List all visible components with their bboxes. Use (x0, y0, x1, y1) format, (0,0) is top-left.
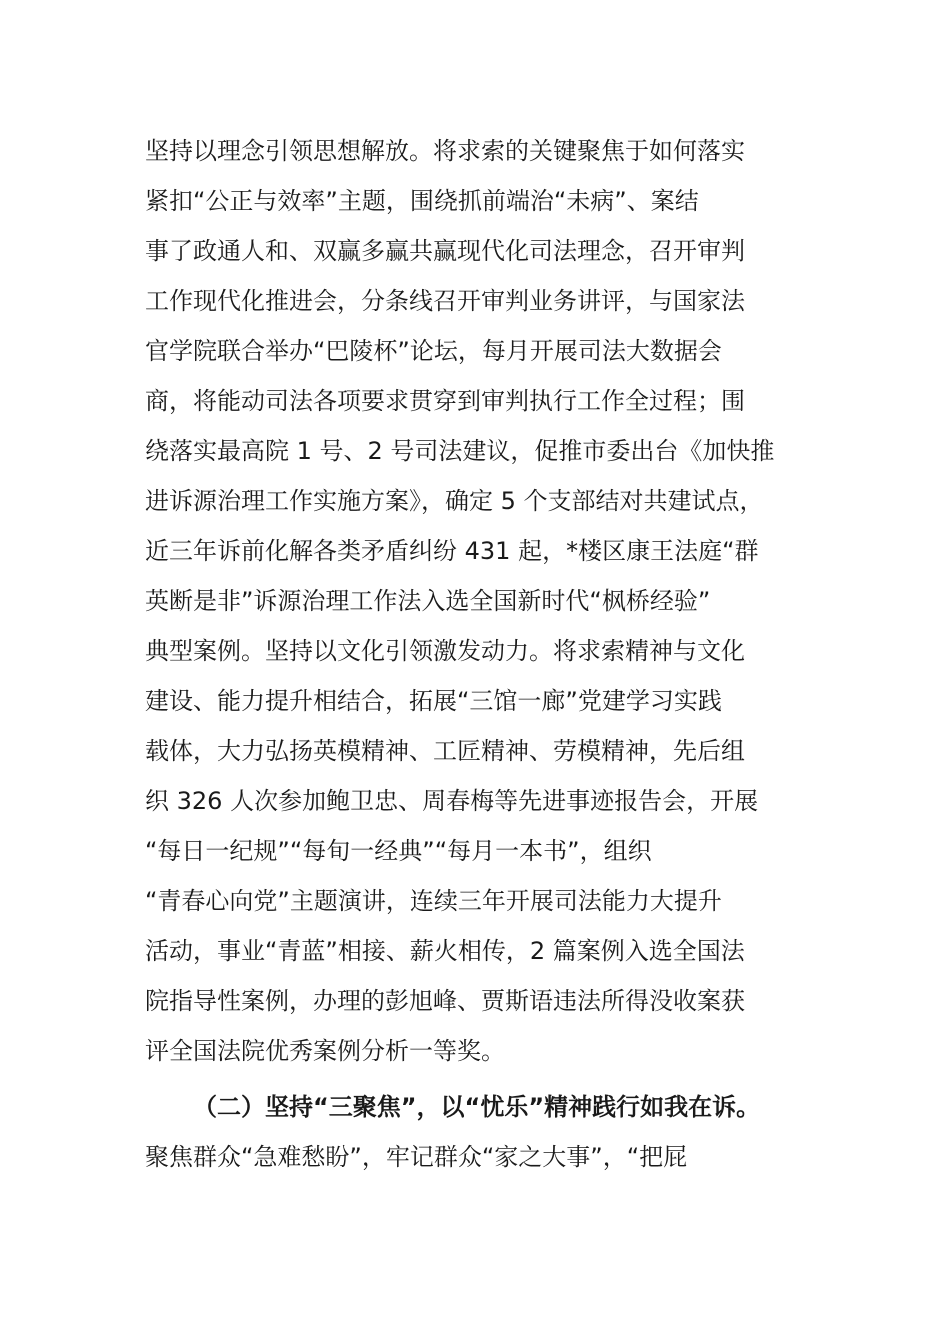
text-line: 院指导性案例，办理的彭旭峰、贾斯语违法所得没收案获 (145, 987, 745, 1015)
text-line: 英断是非”诉源治理工作法入选全国新时代“枫桥经验” (145, 587, 711, 615)
text-line: 活动，事业“青蓝”相接、薪火相传，2 篇案例入选全国法 (145, 937, 745, 965)
text-line: “每日一纪规”“每旬一经典”“每月一本书”，组织 (145, 837, 652, 865)
text-line: “青春心向党”主题演讲，连续三年开展司法能力大提升 (145, 887, 722, 915)
text-line: 绕落实最高院 1 号、2 号司法建议，促推市委出台《加快推 (145, 437, 775, 465)
section-2 (145, 1082, 845, 1182)
text-line: 事了政通人和、双赢多赢共赢现代化司法理念，召开审判 (145, 237, 745, 265)
text-line: 官学院联合举办“巴陵杯”论坛，每月开展司法大数据会 (145, 337, 722, 365)
text-line: 织 326 人次参加鲍卫忠、周春梅等先进事迹报告会，开展 (145, 787, 759, 815)
text-line: 进诉源治理工作实施方案》，确定 5 个支部结对共建试点， (145, 487, 764, 515)
text-line: 聚焦群众“急难愁盼”，牢记群众“家之大事”，“把屁 (145, 1143, 688, 1171)
section-heading: （二）坚持“三聚焦”，以“忧乐”精神践行如我在诉。 (193, 1093, 761, 1121)
text-line: 坚持以理念引领思想解放。将求索的关键聚焦于如何落实 (145, 137, 745, 165)
text-line: 紧扣“公正与效率”主题，围绕抓前端治“未病”、案结 (145, 187, 699, 215)
text-line: 近三年诉前化解各类矛盾纠纷 431 起，*楼区康王法庭“群 (145, 537, 759, 565)
text-line: 建设、能力提升相结合，拓展“三馆一廊”党建学习实践 (145, 687, 722, 715)
text-line: 典型案例。坚持以文化引领激发动力。将求索精神与文化 (145, 637, 745, 665)
text-line: 工作现代化推进会，分条线召开审判业务讲评，与国家法 (145, 287, 745, 315)
text-line: 商，将能动司法各项要求贯穿到审判执行工作全过程；围 (145, 387, 745, 415)
text-line: 载体，大力弘扬英模精神、工匠精神、劳模精神，先后组 (145, 737, 745, 765)
text-line: 评全国法院优秀案例分析一等奖。 (145, 1037, 505, 1065)
paragraph-1 (145, 126, 845, 1076)
